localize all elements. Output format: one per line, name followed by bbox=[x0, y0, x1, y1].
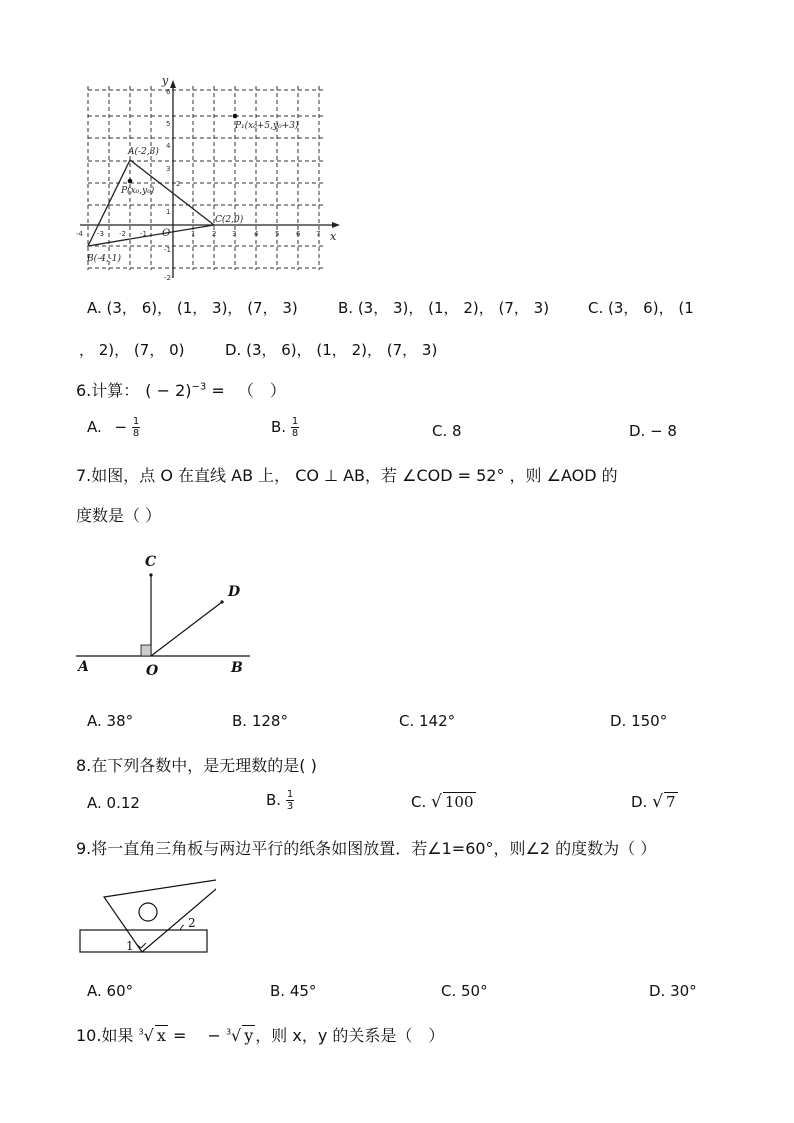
q10-middle: = − bbox=[167, 1026, 226, 1045]
q5-option-a[interactable]: A. (3， 6)， (1， 3)， (7， 3) bbox=[87, 299, 298, 317]
fraction-denominator: 8 bbox=[291, 428, 299, 439]
y-tick-label: 5 bbox=[166, 120, 171, 128]
q7-stem-line2: 度数是（ ） bbox=[76, 506, 162, 525]
x-tick-label: 7 bbox=[316, 230, 321, 238]
x-tick-label: -4 bbox=[76, 230, 83, 238]
q7-option-a[interactable]: A. 38° bbox=[87, 712, 134, 730]
sqrt-icon: √ bbox=[652, 792, 663, 812]
q8-option-a[interactable]: A. 0.12 bbox=[87, 794, 140, 812]
q10-stem bbox=[76, 1023, 444, 1046]
q9-option-c[interactable]: C. 50° bbox=[441, 982, 488, 1000]
y-axis-arrow bbox=[170, 80, 176, 88]
label-P1: P₁(x₀+5,y₀+3) bbox=[235, 121, 299, 131]
y-tick-label: 1 bbox=[166, 208, 171, 216]
x-tick-label: -2 bbox=[119, 230, 126, 238]
angle-figure bbox=[70, 548, 260, 682]
x-tick-label: -1 bbox=[140, 230, 147, 238]
q7-option-c[interactable]: C. 142° bbox=[399, 712, 456, 730]
q6-b-fraction bbox=[291, 416, 299, 439]
label-P: P(x₀,y₀) bbox=[121, 186, 155, 196]
fraction-numerator: 1 bbox=[291, 416, 299, 427]
angle-1-label: 1 bbox=[126, 939, 134, 953]
sqrt-icon: √ bbox=[431, 792, 442, 812]
q6-option-c[interactable]: C. 8 bbox=[432, 422, 462, 440]
fraction-numerator: 1 bbox=[132, 416, 140, 427]
point-P1-dot bbox=[233, 114, 238, 119]
x-tick-label: 6 bbox=[296, 230, 301, 238]
point-D-dot bbox=[220, 600, 223, 603]
cube-root-index: 3 bbox=[225, 1027, 232, 1037]
y-tick-label: 3 bbox=[166, 165, 171, 173]
angle-2-label: 2 bbox=[188, 916, 196, 930]
x-tick-label: 4 bbox=[254, 230, 259, 238]
q6-exponent: −3 bbox=[191, 381, 207, 393]
origin-label: O bbox=[162, 228, 171, 239]
set-square bbox=[104, 878, 216, 952]
q8-d-radicand: 7 bbox=[665, 793, 676, 811]
x-axis-arrow bbox=[332, 222, 340, 228]
y-tick-label: 2 bbox=[176, 180, 181, 188]
root-y-icon: √ bbox=[231, 1026, 242, 1045]
q6-stem-prefix: 6.计算： bbox=[76, 381, 140, 400]
q10-radicand-y: y bbox=[244, 1026, 254, 1045]
label-B: B bbox=[231, 660, 243, 676]
ray-OD bbox=[151, 602, 222, 656]
label-C: C(2,0) bbox=[215, 215, 244, 225]
paper-strip bbox=[80, 930, 207, 952]
q8-option-b[interactable] bbox=[266, 789, 294, 812]
fraction-denominator: 3 bbox=[286, 801, 294, 812]
q9-option-b[interactable]: B. 45° bbox=[270, 982, 317, 1000]
q6-a-sign: − bbox=[114, 418, 128, 436]
q5-option-d[interactable]: D. (3， 6)， (1， 2)， (7， 3) bbox=[225, 341, 438, 359]
label-A: A(-2,3) bbox=[128, 147, 159, 157]
fraction-numerator: 1 bbox=[286, 789, 294, 800]
right-angle-mark bbox=[141, 645, 151, 656]
q10-suffix: ，则 x，y 的关系是（ ） bbox=[255, 1026, 445, 1045]
q6-stem bbox=[76, 378, 286, 401]
angle-2-arc bbox=[180, 925, 184, 930]
q10-prefix: 10.如果 bbox=[76, 1026, 139, 1045]
q6-expression: ( − 2) bbox=[145, 381, 192, 400]
label-C: C bbox=[145, 554, 157, 570]
q9-option-a[interactable]: A. 60° bbox=[87, 982, 134, 1000]
q10-radicand-x: x bbox=[156, 1026, 166, 1045]
label-B: B(-4,-1) bbox=[87, 254, 122, 264]
q6-option-b[interactable] bbox=[271, 416, 299, 439]
q5-option-c[interactable]: C. (3， 6)， (1 bbox=[588, 299, 694, 317]
triangle-ruler-figure bbox=[76, 872, 216, 958]
coordinate-figure bbox=[72, 72, 352, 284]
x-tick-label: 2 bbox=[212, 230, 217, 238]
point-C-dot bbox=[149, 573, 152, 576]
q8-c-radicand: 100 bbox=[444, 793, 474, 811]
q8-option-c[interactable] bbox=[411, 792, 476, 812]
q6-a-fraction bbox=[132, 416, 140, 439]
q9-stem: 9.将一直角三角板与两边平行的纸条如图放置．若∠1=60°，则∠2 的度数为（ ） bbox=[76, 839, 657, 858]
q6-option-d[interactable]: D. − 8 bbox=[629, 422, 677, 440]
y-tick-label: 6 bbox=[166, 88, 171, 96]
q7-stem-line1: 7.如图，点 O 在直线 AB 上， CO ⊥ AB，若 ∠COD = 52° ，则 ∠AOD 的 bbox=[76, 466, 618, 485]
x-tick-label: 3 bbox=[232, 230, 237, 238]
fraction-denominator: 8 bbox=[132, 428, 140, 439]
root-x-icon: √ bbox=[143, 1026, 154, 1045]
y-axis-label: y bbox=[162, 74, 169, 87]
q9-option-d[interactable]: D. 30° bbox=[649, 982, 697, 1000]
x-tick-label: -3 bbox=[97, 230, 104, 238]
q8-option-d[interactable] bbox=[631, 792, 678, 812]
point-P-dot bbox=[128, 179, 133, 184]
y-tick-label: 4 bbox=[166, 142, 171, 150]
q6-a-label: A. bbox=[87, 418, 102, 436]
set-square-hole bbox=[139, 903, 157, 921]
y-tick-label: -2 bbox=[164, 274, 171, 282]
q6-suffix: = （ ） bbox=[206, 381, 286, 400]
label-A: A bbox=[78, 659, 89, 675]
q8-b-fraction bbox=[286, 789, 294, 812]
q6-option-a[interactable] bbox=[87, 416, 140, 439]
grid-lines bbox=[88, 86, 324, 270]
y-tick-label: -1 bbox=[164, 246, 171, 254]
q8-c-label: C. bbox=[411, 793, 427, 811]
x-tick-label: 5 bbox=[275, 230, 280, 238]
x-tick-label: 1 bbox=[191, 230, 196, 238]
q5-option-b[interactable]: B. (3， 3)， (1， 2)， (7， 3) bbox=[338, 299, 550, 317]
q7-option-d[interactable]: D. 150° bbox=[610, 712, 668, 730]
q7-option-b[interactable]: B. 128° bbox=[232, 712, 288, 730]
label-D: D bbox=[228, 584, 241, 600]
q8-b-label: B. bbox=[266, 791, 282, 809]
q5-option-c-continued: ， 2)， (7， 0) bbox=[79, 341, 185, 359]
cube-root-index: 3 bbox=[138, 1027, 144, 1037]
x-axis-label: x bbox=[330, 230, 337, 243]
q8-stem: 8.在下列各数中，是无理数的是( ) bbox=[76, 756, 317, 775]
q6-b-label: B. bbox=[271, 418, 287, 436]
q8-d-label: D. bbox=[631, 793, 648, 811]
right-angle-mark bbox=[136, 943, 146, 948]
label-O: O bbox=[146, 663, 159, 679]
